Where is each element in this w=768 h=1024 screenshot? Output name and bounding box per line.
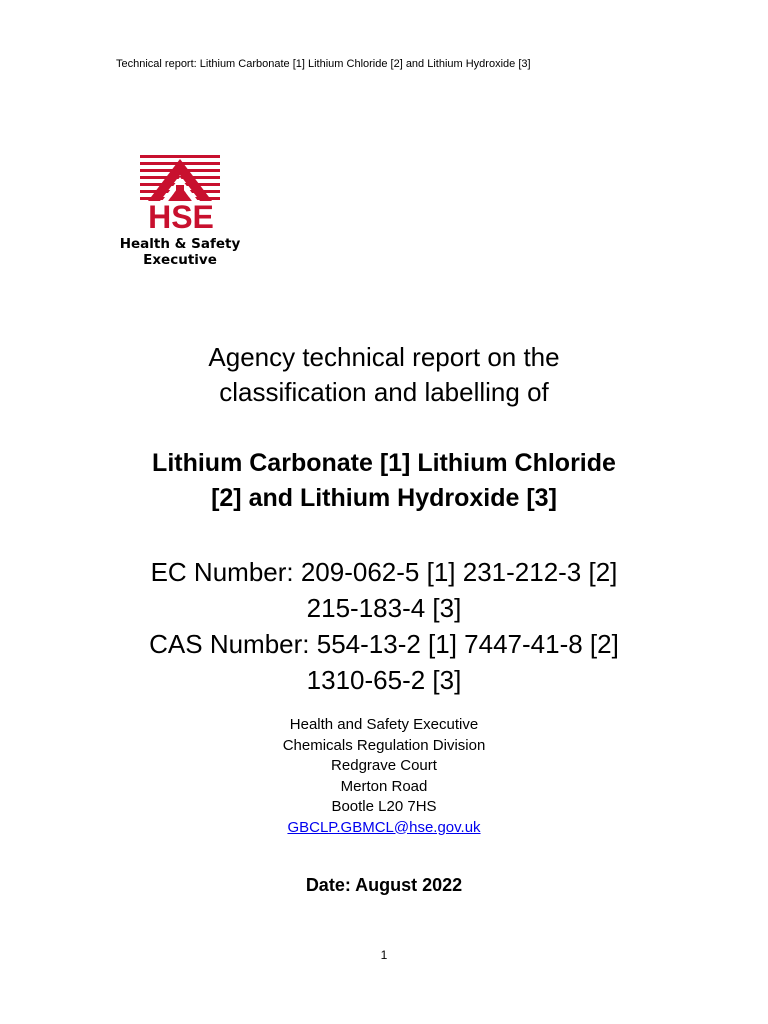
substance-name-line-2: [2] and Lithium Hydroxide [3] (211, 484, 557, 512)
cas-number-line-1: CAS Number: 554-13-2 [1] 7447-41-8 [2] (149, 629, 619, 659)
running-header: Technical report: Lithium Carbonate [1] Lithium Chloride [2] and Lithium Hydroxide [3] (116, 58, 531, 70)
cas-number-line-2: 1310-65-2 [3] (306, 665, 462, 695)
email-link[interactable]: GBCLP.GBMCL@hse.gov.uk (287, 818, 481, 836)
address-town-postcode: Bootle L20 7HS (331, 798, 437, 815)
ec-number-line-2: 215-183-4 [3] (306, 593, 462, 623)
address-building: Redgrave Court (331, 757, 437, 774)
address-division: Chemicals Regulation Division (282, 736, 486, 754)
report-title (0, 340, 768, 410)
logo-name-line-2: Executive (143, 252, 217, 268)
ec-number-line-1: EC Number: 209-062-5 [1] 231-212-3 [2] (150, 557, 618, 587)
substance-name (0, 446, 768, 516)
hse-acronym: HSE (148, 199, 214, 235)
address-organisation: Health and Safety Executive (289, 716, 479, 733)
contact-address (0, 715, 768, 838)
report-title-line-2: classification and labelling of (219, 377, 549, 407)
logo-name-line-1: Health & Safety (119, 236, 241, 252)
address-street: Merton Road (340, 777, 428, 795)
report-date: Date: August 2022 (305, 875, 463, 895)
report-title-line-1: Agency technical report on the (208, 342, 560, 372)
hse-logo (112, 155, 252, 273)
identifier-numbers (0, 554, 768, 698)
substance-name-line-1: Lithium Carbonate [1] Lithium Chloride (152, 449, 616, 477)
page-number: 1 (380, 948, 388, 962)
